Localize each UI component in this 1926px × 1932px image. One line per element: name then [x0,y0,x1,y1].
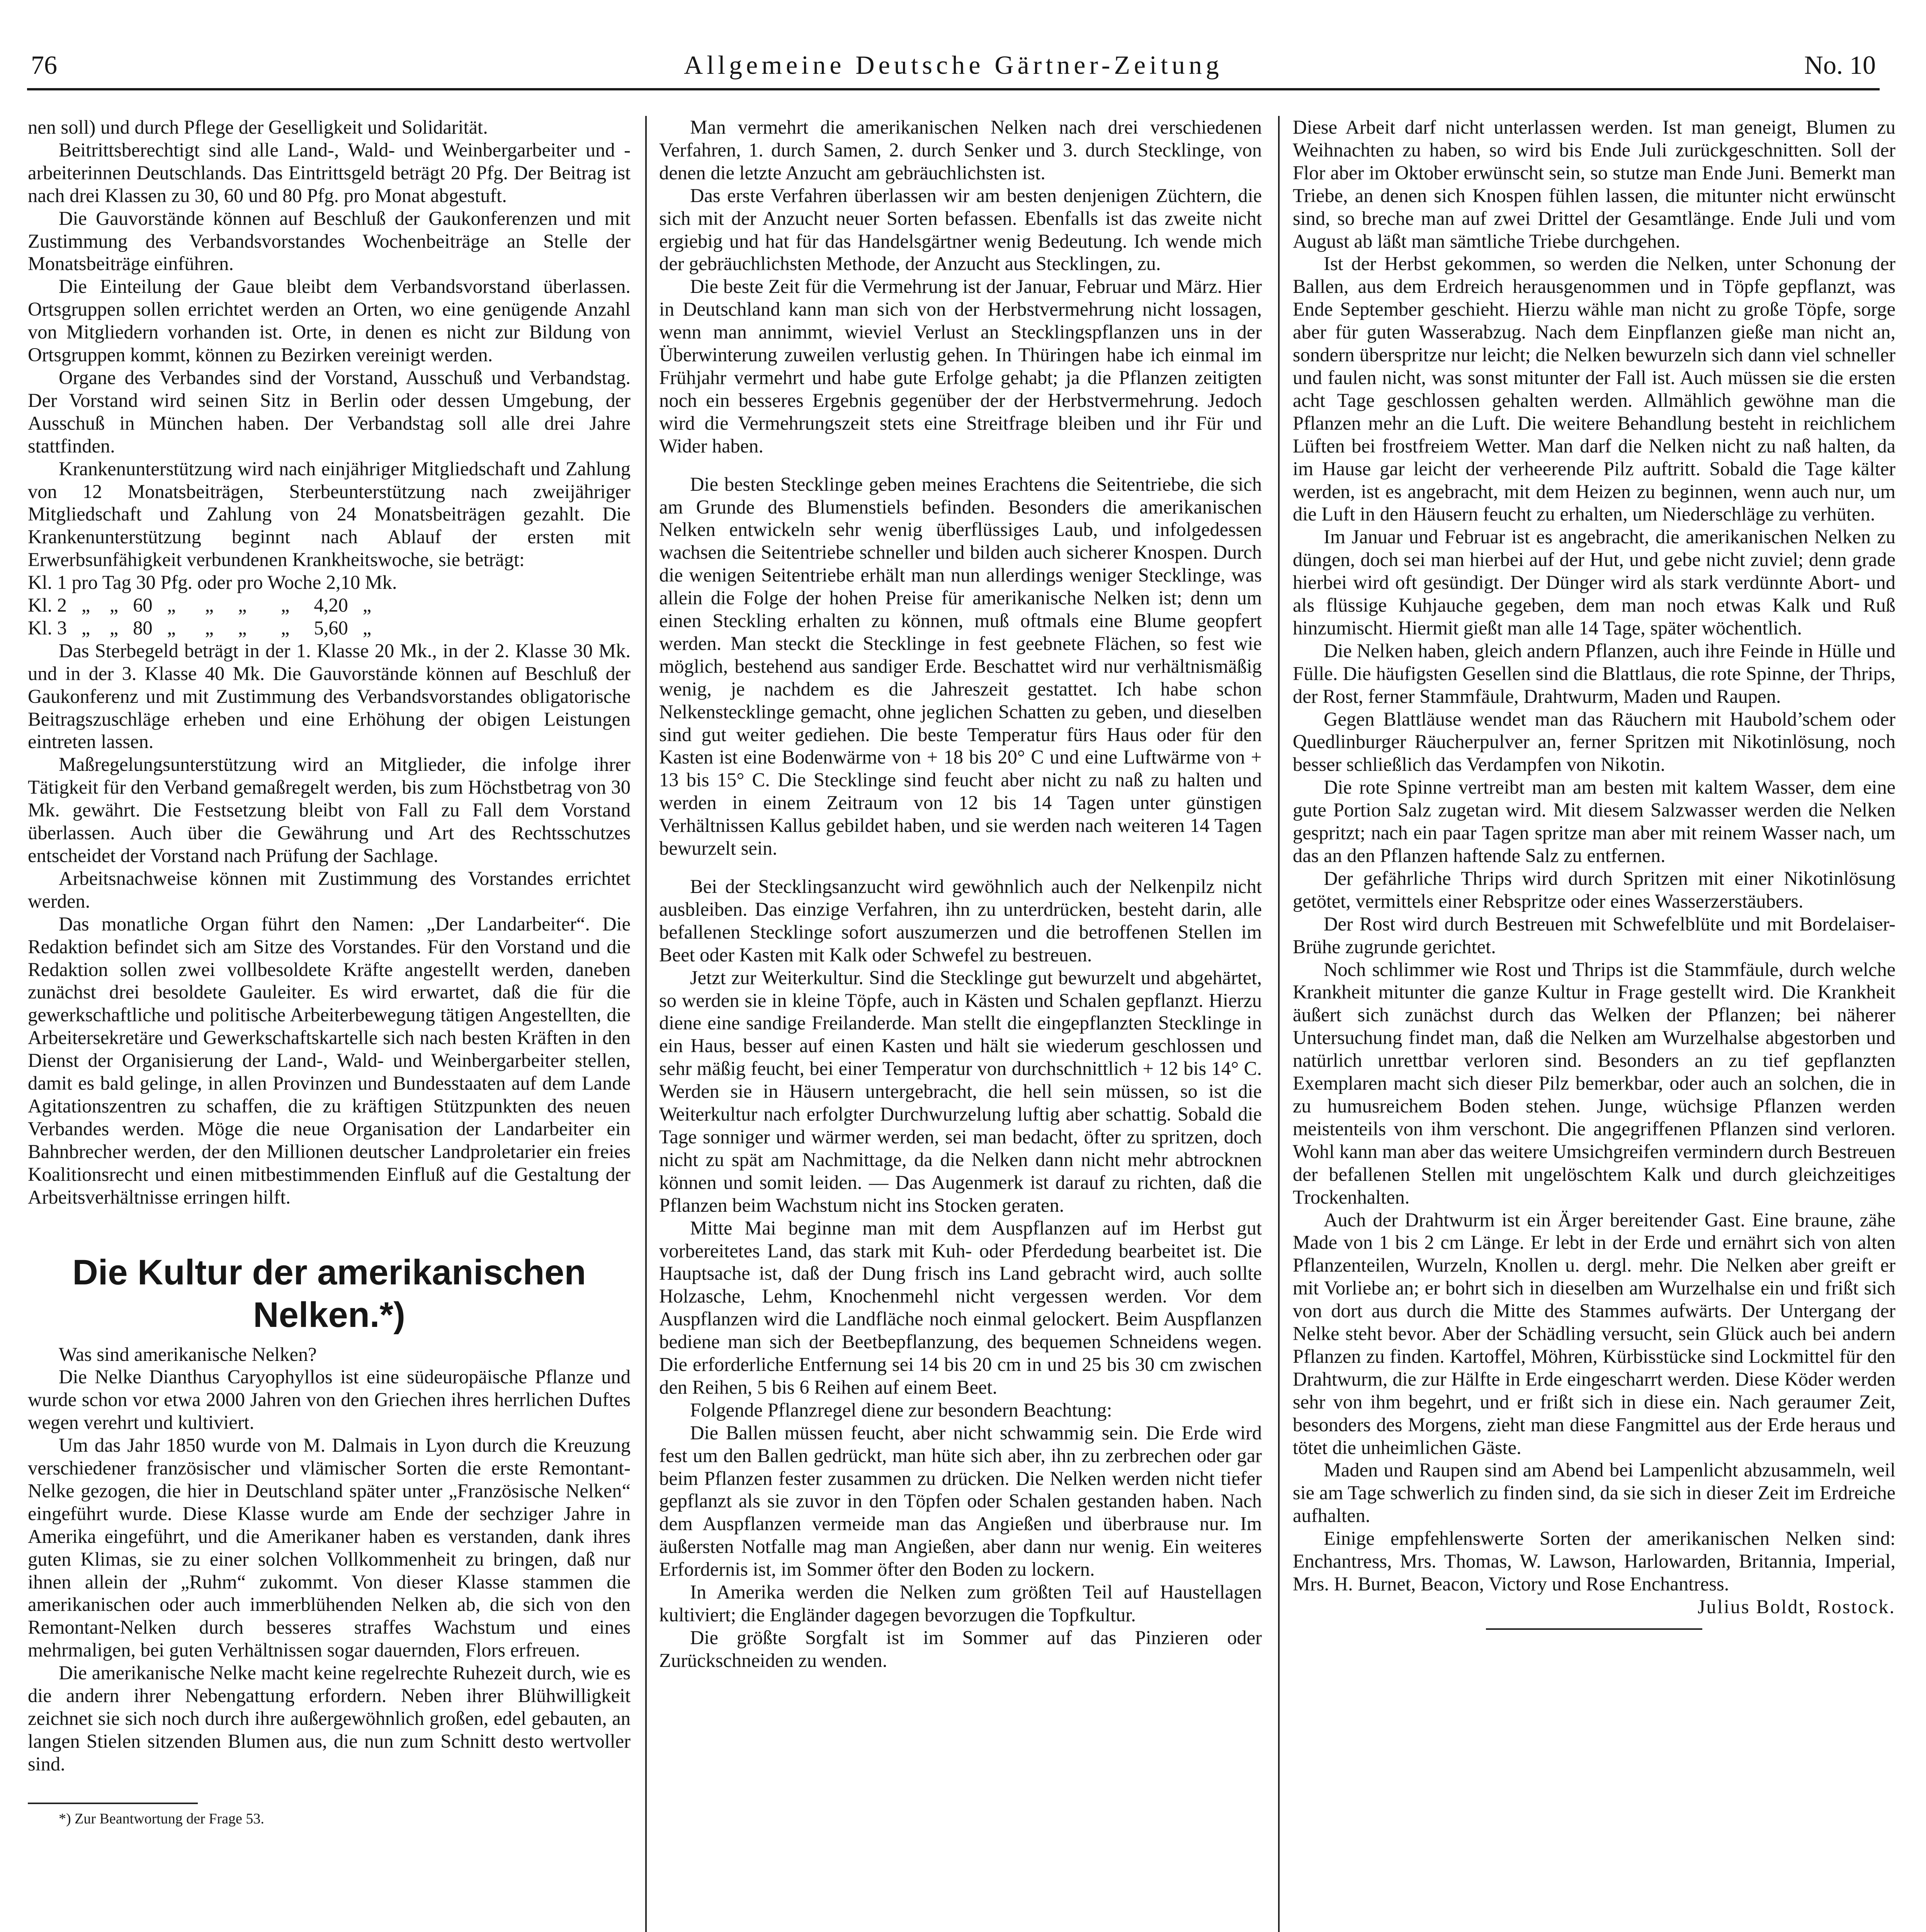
paragraph: Diese Arbeit darf nicht unterlassen werden. Ist man geneigt, Blumen zu Weihnachten zu haben, so wird bis Ende Juli zurückgeschnitten. Soll der Flor aber im Oktober erwünscht sein, so stutze man Ende Juni. Bemerkt man Triebe, an denen sich Knospen fühlen lassen, die mitunter nicht erwünscht sind, so breche man auf zwei Drittel der Gesamtlänge. Ende Juli und vom August ab läßt man sämtliche Triebe durchgehen. [1293,116,1895,252]
paragraph: Die größte Sorgfalt ist im Sommer auf das Pinzieren oder Zurückschneiden zu wenden. [659,1626,1262,1671]
paragraph: Im Januar und Februar ist es angebracht, die amerikanischen Nelken zu düngen, doch sei man hierbei auf der Hut, und gebe nicht zuviel; denn grade hierbei wird oft gesündigt. Der Dünger wird als stark verdünnte Abort- und als flüssige Kuhjauche gegeben, dem man noch etwas Kalk und Ruß hinzumischt. Hiermit gießt man alle 14 Tage, später wöchentlich. [1293,526,1895,639]
paragraph: Was sind amerikanische Nelken? [59,1343,317,1365]
journal-title: Allgemeine Deutsche Gärtner-Zeitung [684,50,1223,80]
paragraph: Maßregelungsunterstützung wird an Mitglieder, die infolge ihrer Tätigkeit für den Verband gemaßregelt werden, bis zum Höchstbetrag von 30 Mk. gewährt. Die Festsetzung bleibt von Fall zu Fall dem Vorstand überlassen. Auch über die Gewährung und Art des Rechtsschutzes entscheidet der Vorstand nach Prüfung der Sachlage. [28,753,631,866]
end-rule [1486,1628,1702,1630]
rate-row: Kl. 3 „ „ 80 „ „ „ „ 5,60 „ [28,617,372,639]
paragraph: Die rote Spinne vertreibt man am besten mit kaltem Wasser, dem eine gute Portion Salz zugetan wird. Mit diesem Salzwasser werden die Nelken gespritzt; nach ein paar Tagen spritze man aber mit reinem Wasser nach, um das an den Pflanzen haftende Salz zu entfernen. [1293,776,1895,866]
paragraph: Jetzt zur Weiterkultur. Sind die Stecklinge gut bewurzelt und abgehärtet, so werden sie in kleine Töpfe, auch in Kästen und Schalen gepflanzt. Hierzu diene eine sandige Freilanderde. Man stellt die eingepflanzten Stecklinge in ein Haus, besser auf einen Kasten und hält sie wiederum geschlossen und sehr mäßig feucht, bei einer Temperatur von durchschnittlich + 12 bis 14° C. Werden sie in Häusern untergebracht, die hell sein müssen, so ist die Weiterkultur nach erfolgter Durchwurzelung luftig aber schattig. Sobald die Tage sonniger und wärmer werden, sei man bedacht, öfter zu spritzen, doch nicht zu spät am Nachmittage, da die Nelken dann nicht mehr abtrocknen können und somit leiden. — Das Augenmerk ist darauf zu richten, daß die Pflanzen beim Wachstum nicht ins Stocken geraten. [659,966,1262,1216]
column-1 [28,116,631,1932]
paragraph: nen soll) und durch Pflege der Geselligkeit und Solidarität. [28,116,488,138]
paragraph: Der Rost wird durch Bestreuen mit Schwefelblüte und mit Bordelaiser-Brühe zugrunde gerichtet. [1293,913,1895,957]
author-signature: Julius Boldt, Rostock. [1697,1595,1895,1617]
paragraph: Die Nelken haben, gleich andern Pflanzen, auch ihre Feinde in Hülle und Fülle. Die häufigsten Gesellen sind die Blattlaus, die rote Spinne, der Thrips, der Rost, ferner Stammfäule, Drahtwurm, Maden und Raupen. [1293,639,1895,707]
paragraph: Das erste Verfahren überlassen wir am besten denjenigen Züchtern, die sich mit der Anzucht neuer Sorten befassen. Ebenfalls ist das zweite nicht ergiebig und hat für das Handelsgärtner wenig Bedeutung. Ich wende mich der gebräuchlichsten Methode, der Anzucht aus Stecklingen, zu. [659,184,1262,275]
paragraph: In Amerika werden die Nelken zum größten Teil auf Haustellagen kultiviert; die Engländer dagegen bevorzugen die Topfkultur. [659,1581,1262,1626]
paragraph: Die Gauvorstände können auf Beschluß der Gaukonferenzen und mit Zustimmung des Verbandsvorstandes Wochenbeiträge an Stelle der Monatsbeiträge einführen. [28,207,631,275]
column-divider [1278,116,1280,1932]
paragraph: Bei der Stecklingsanzucht wird gewöhnlich auch der Nelkenpilz nicht ausbleiben. Das einzige Verfahren, ihn zu unterdrücken, besteht darin, alle befallenen Stecklinge sofort auszumerzen und die betroffenen Stellen im Beet oder Kasten mit Kalk oder Schwefel zu bestreuen. [659,876,1262,966]
rate-row: Kl. 2 „ „ 60 „ „ „ „ 4,20 „ [28,594,372,616]
paragraph: Die Nelke Dianthus Caryophyllos ist eine südeuropäische Pflanze und wurde schon vor etwa 2000 Jahren von den Griechen ihres herrlichen Duftes wegen verehrt und kultiviert. [28,1366,631,1434]
paragraph: Die Einteilung der Gaue bleibt dem Verbandsvorstand überlassen. Ortsgruppen sollen errichtet werden an Orten, wo eine genügende Anzahl von Mitgliedern vorhanden ist. Orte, in denen es nicht zur Bildung von Ortsgruppen kommt, können zu Bezirken vereinigt werden. [28,276,631,366]
paragraph: Gegen Blattläuse wendet man das Räuchern mit Haubold’schem oder Quedlinburger Räucherpulver an, ferner Spritzen mit Nikotinlösung, noch besser schließlich das Verdampfen von Nikotin. [1293,708,1895,776]
paragraph: Mitte Mai beginne man mit dem Auspflanzen auf im Herbst gut vorbereitetes Land, das stark mit Kuh- oder Pferdedung bearbeitet ist. Die Hauptsache ist, daß der Dung frisch ins Land gebracht wird, auch sollte Holzasche, Lehm, Knochenmehl nicht vergessen werden. Vor dem Auspflanzen wird die Landfläche noch einmal gelockert. Beim Auspflanzen bediene man sich der Beetbepflanzung, des bequemen Schneidens wegen. Die erforderliche Entfernung sei 14 bis 20 cm in und 25 bis 30 cm zwischen den Reihen, 5 bis 6 Reihen auf einem Beet. [659,1217,1262,1398]
paragraph: Die amerikanische Nelke macht keine regelrechte Ruhezeit durch, wie es die andern ihrer Nebengattung erfordern. Neben ihrer Blühwilligkeit zeichnet sie sich noch durch ihre außergewöhnlich großen, edel gebauten, an langen Stielen sitzenden Blumen aus, die nun zum Schnitt desto wertvoller sind. [28,1662,631,1775]
paragraph: Um das Jahr 1850 wurde von M. Dalmais in Lyon durch die Kreuzung verschiedener französischer und vlämischer Sorten die erste Remontant-Nelke gezogen, die hier in Deutschland später unter „Französische Nelken“ eingeführt wurde. Diese Klasse wurde am Ende der sechziger Jahre in Amerika eingeführt, und die Amerikaner haben es verstanden, dank ihres guten Klimas, sie zu einer solchen Vollkommenheit zu bringen, daß nur ihnen allein der „Ruhm“ zukommt. Von dieser Klasse stammen die amerikanischen oder auch immerblühenden Nelken ab, die sich von den Remontant-Nelken durch besseres straffes Wachstum und eines mehrmaligen, bei guten Verhältnissen sogar dauernden, Flors erfreuen. [28,1434,631,1661]
paragraph: Krankenunterstützung wird nach einjähriger Mitgliedschaft und Zahlung von 12 Monatsbeiträgen, Sterbeunterstützung nach zweijähriger Mitgliedschaft und Zahlung von 24 Monatsbeiträgen gezahlt. Die Krankenunterstützung beginnt nach Ablauf der ersten mit Erwerbsunfähigkeit verbundenen Krankheitswoche, sie beträgt: [28,457,631,571]
column-divider [645,116,647,1932]
paragraph: Organe des Verbandes sind der Vorstand, Ausschuß und Verbandstag. Der Vorstand wird seinen Sitz in Berlin oder dessen Umgebung, der Ausschuß in München haben. Der Verbandstag soll alle drei Jahre stattfinden. [28,366,631,457]
paragraph: Das Sterbegeld beträgt in der 1. Klasse 20 Mk., in der 2. Klasse 30 Mk. und in der 3. Klasse 40 Mk. Die Gauvorstände können auf Beschluß der Gaukonferenz und mit Zustimmung des Verbandsvorstandes obligatorische Beitragszuschläge erheben und eine Erhöhung der obigen Leistungen eintreten lassen. [28,639,631,753]
paragraph: Folgende Pflanzregel diene zur besondern Beachtung: [690,1399,1112,1421]
paragraph: Arbeitsnachweise können mit Zustimmung des Vorstandes errichtet werden. [28,867,631,912]
rate-row: Kl. 1 pro Tag 30 Pfg. oder pro Woche 2,10 Mk. [28,571,397,594]
footnote: *) Zur Beantwortung der Frage 53. [59,1810,264,1827]
paragraph: Man vermehrt die amerikanischen Nelken nach drei verschiedenen Verfahren, 1. durch Samen, 2. durch Senker und 3. durch Stecklinge, von denen die letzte Anzucht am gebräuchlichsten ist. [659,116,1262,184]
paragraph: Der gefährliche Thrips wird durch Spritzen mit einer Nikotinlösung getötet, vermittels einer Rebspritze oder eines Wasserzerstäubers. [1293,867,1895,912]
column-2 [659,116,1262,1932]
paragraph: Die besten Stecklinge geben meines Erachtens die Seitentriebe, die sich am Grunde des Blumenstiels befinden. Besonders die amerikanischen Nelken entwickeln sehr wenig überflüssiges Laub, und infolgedessen wachsen die Seitentriebe schneller und bilden auch sicherer Knospen. Durch die wenigen Seitentriebe erhält man nun allerdings weniger Stecklinge, was allein die Folge der hohen Preise für amerikanische Nelken ist; denn um einen Steckling erhalten zu können, muß oftmals eine Blume geopfert werden. Man steckt die Stecklinge in fest geebnete Flächen, so fest wie möglich, bestehend aus sandiger Erde. Beschattet wird nur verhältnismäßig wenig, je nachdem es die Jahreszeit gestattet. Ich habe schon Nelkenstecklinge gemacht, ohne jeglichen Schatten zu geben, und dieselben sind gut weiter gediehen. Die beste Temperatur fürs Haus oder für den Kasten ist eine Bodenwärme von + 18 bis 20° C und eine Luftwärme von + 13 bis 15° C. Die Stecklinge sind feucht aber nicht zu naß zu halten und werden in einem Zeitraum von 12 bis 14 Tagen unter günstigen Verhältnissen Kallus gebildet haben, und sie werden nach weiteren 14 Tagen bewurzelt sein. [659,473,1262,859]
page-header [27,46,1880,90]
article-title: Die Kultur der amerikanischen Nelken.*) [72,1252,586,1335]
page-number: 76 [31,50,57,80]
issue-number: No. 10 [1804,50,1876,80]
paragraph: Maden und Raupen sind am Abend bei Lampenlicht abzusammeln, weil sie am Tage schwerlich zu finden sind, da sie sich in dieser Zeit im Erdreiche aufhalten. [1293,1459,1895,1527]
column-3 [1293,116,1895,1932]
paragraph: Auch der Drahtwurm ist ein Ärger bereitender Gast. Eine braune, zähe Made von 1 bis 2 cm Länge. Er lebt in der Erde und ernährt sich von alten Pflanzenteilen, Wurzeln, Knollen u. dergl. mehr. Die Nelken aber greift er mit Vorliebe an; er bohrt sich in dieselben am Wurzelhalse ein und frißt sich von dort aus durch die Mitte des Stammes aufwärts. Der Untergang der Nelke steht bevor. Aber der Schädling versucht, sein Glück auch bei andern Pflanzen zu finden. Kartoffel, Möhren, Kürbisstücke sind Lockmittel für den Drahtwurm, die zur Hälfte in Erde eingescharrt werden. Diese Köder werden sehr von ihm begehrt, und er frißt sich in diese ein. Nach geraumer Zeit, besonders des Morgens, zieht man diese Fangmittel aus der Erde heraus und tötet die unheimlichen Gäste. [1293,1209,1895,1458]
paragraph: Ist der Herbst gekommen, so werden die Nelken, unter Schonung der Ballen, aus dem Erdreich herausgenommen und in Töpfe gepflanzt, was Ende September geschieht. Hierzu wähle man nicht zu große Töpfe, sorge aber für guten Wasserabzug. Nach dem Einpflanzen gieße man nicht an, sondern überspritze nur leicht; die Nelken bewurzeln sich dann viel schneller und faulen nicht, was sonst mitunter der Fall ist. Auch müssen sie die ersten acht Tage geschlossen gehalten werden. Allmählich gewöhne man die Pflanzen mehr an die Luft. Die weitere Behandlung besteht in reichlichem Lüften bei frostfreiem Wetter. Man darf die Nelken nicht zu naß halten, da im Hause gar leicht der verheerende Pilz auftritt. Sobald die Tage kälter werden, ist es angebracht, mit dem Heizen zu beginnen, wenn auch nur, um die Luft in den Häusern feucht zu erhalten, um Niederschläge zu verhüten. [1293,253,1895,525]
paragraph: Einige empfehlenswerte Sorten der amerikanischen Nelken sind: Enchantress, Mrs. Thomas, W. Lawson, Harlowarden, Britannia, Imperial, Mrs. H. Burnet, Beacon, Victory und Rose Enchantress. [1293,1527,1895,1595]
paragraph: Beitrittsberechtigt sind alle Land-, Wald- und Weinbergarbeiter und -arbeiterinnen Deutschlands. Das Eintrittsgeld beträgt 20 Pfg. Der Beitrag ist nach drei Klassen zu 30, 60 und 80 Pfg. pro Monat abgestuft. [28,139,631,206]
paragraph: Die beste Zeit für die Vermehrung ist der Januar, Februar und März. Hier in Deutschland kann man sich von der Herbstvermehrung nicht lossagen, wenn man annimmt, wieviel Verlust an Stecklingspflanzen uns in der Überwinterung zuweilen verlustig gehen. In Thüringen habe ich einmal im Frühjahr vermehrt und habe gute Erfolge gehabt; ja die Pflanzen zeitigten noch ein besseres Ergebnis gegenüber der der Herbstvermehrung. Jedoch wird die Vermehrungszeit stets eine Streitfrage bleiben und ihr Für und Wider haben. [659,276,1262,457]
paragraph: Die Ballen müssen feucht, aber nicht schwammig sein. Die Erde wird fest um den Ballen gedrückt, man hüte sich aber, ihn zu zerbrechen oder gar beim Pflanzen fester zusammen zu drücken. Die Nelken werden nicht tiefer gepflanzt als sie zuvor in den Töpfen oder Schalen gestanden haben. Nach dem Auspflanzen vermeide man das Angießen und überbrause nur. Im äußersten Notfalle mag man Angießen, aber dann nur wenig. Ein weiteres Erfordernis ist, im Sommer öfter den Boden zu lockern. [659,1422,1262,1580]
paragraph: Noch schlimmer wie Rost und Thrips ist die Stammfäule, durch welche Krankheit mitunter die ganze Kultur in Frage gestellt wird. Die Krankheit äußert sich zunächst durch das Welken der Pflanzen; bei näherer Untersuchung findet man, daß die Nelken am Wurzelhalse abgestorben und natürlich unrettbar verloren sind. Besonders an zu tief gepflanzten Exemplaren macht sich dieser Pilz bemerkbar, oder auch an solchen, die in zu humusreichem Boden stehen. Junge, wüchsige Pflanzen werden meistenteils von ihm verschont. Die angegriffenen Pflanzen sind verloren. Wohl kann man aber das weitere Umsichgreifen vermindern durch Bestreuen der befallenen Stellen mit ungelöschtem Kalk und durch gleichzeitiges Trockenhalten. [1293,958,1895,1208]
paragraph: Das monatliche Organ führt den Namen: „Der Landarbeiter“. Die Redaktion befindet sich am Sitze des Vorstandes. Für den Vorstand und die Redaktion sollen zwei vollbesoldete Kräfte angestellt werden, daneben zunächst drei besoldete Gauleiter. Es wird erwartet, daß die für die gewerkschaftliche und politische Arbeiterbewegung tätigen Angestellten, die Arbeitersekretäre und Gewerkschaftskartelle sich nach besten Kräften in den Dienst der Organisierung der Land-, Wald- und Weinbergarbeiter stellen, damit es bald gelinge, in allen Provinzen und Bundesstaaten auf dem Lande Agitationszentren zu schaffen, die zu kräftigen Stützpunkten des neuen Verbandes werden. Möge die neue Organisation der Landarbeiter ein Bahnbrecher werden, der den Millionen deutscher Landproletarier ein freies Koalitionsrecht und einen mitbestimmenden Einfluß auf die Gestaltung der Arbeitsverhältnisse erringen hilft. [28,913,631,1208]
footnote-rule [28,1803,198,1804]
